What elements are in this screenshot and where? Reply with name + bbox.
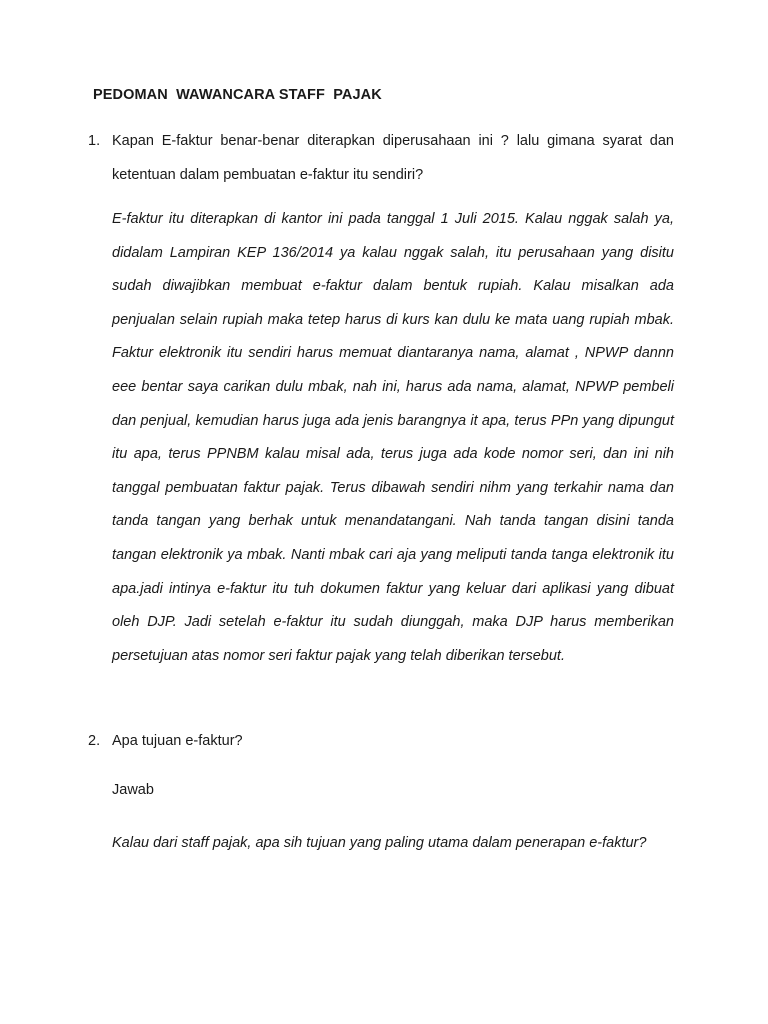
question-2-number: 2. (88, 733, 101, 749)
question-1-text: Kapan E-faktur benar-benar diterapkan diperusahaan ini ? lalu gimana syarat dan ketentuan dalam pembuatan e-faktur itu sendiri? (112, 133, 674, 183)
question-2-text: Apa tujuan e-faktur? (112, 733, 243, 749)
document-title: PEDOMAN WAWANCARA STAFF PAJAK (93, 87, 382, 103)
answer-label: Jawab (112, 782, 154, 798)
answer-1-text: E-faktur itu diterapkan di kantor ini pada tanggal 1 Juli 2015. Kalau nggak salah ya, didalam Lampiran KEP 136/2014 ya kalau nggak salah, itu perusahaan yang disitu sudah diwajibkan membuat e-faktur dalam bentuk rupiah. Kalau misalkan ada penjualan selain rupiah maka tetep harus di kurs kan dulu ke mata uang rupiah mbak. Faktur elektronik itu sendiri harus memuat diantaranya nama, alamat , NPWP dannn eee bentar saya carikan dulu mbak, nah ini, harus ada nama, alamat, NPWP pembeli dan penjual, kemudian harus juga ada jenis barangnya it apa, terus PPn yang dipungut itu apa, terus PPNBM kalau misal ada, terus juga ada kode nomor seri, dan ini nih tanggal pembuatan faktur pajak. Terus dibawah sendiri nihm yang terkahir nama dan tanda tangan yang berhak untuk menandatangani. Nah tanda tangan disini tanda tangan elektronik ya mbak. Nanti mbak cari aja yang meliputi tanda tanga elektronik itu apa.jadi intinya e-faktur itu tuh dokumen faktur yang keluar dari aplikasi yang dibuat oleh DJP. Jadi setelah e-faktur itu sudah diunggah, maka DJP harus memberikan persetujuan atas nomor seri faktur pajak yang telah diberikan tersebut. (112, 211, 674, 664)
question-1-number: 1. (88, 133, 101, 149)
answer-2-text: Kalau dari staff pajak, apa sih tujuan yang paling utama dalam penerapan e-faktur? (112, 835, 647, 851)
